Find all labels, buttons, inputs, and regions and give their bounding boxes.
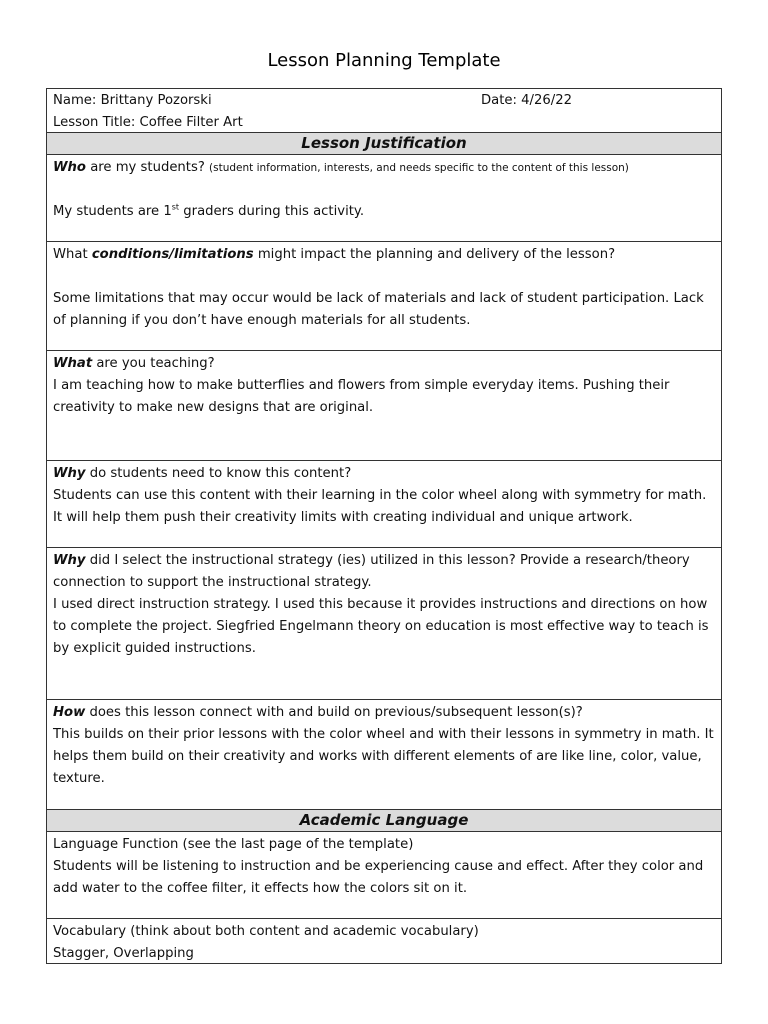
lesson-title-value: Coffee Filter Art <box>139 115 243 130</box>
date-label: Date: <box>481 93 517 108</box>
why-content-question <box>53 463 715 485</box>
name-value: Brittany Pozorski <box>100 93 212 108</box>
date-value: 4/26/22 <box>521 93 573 108</box>
who-question <box>53 157 715 179</box>
conditions-answer: Some limitations that may occur would be lack of materials and lack of student participation. Lack of planning if you don’t have enough materials for all students. <box>53 291 704 328</box>
conditions-pre: What <box>53 247 92 262</box>
conditions-section <box>47 242 721 351</box>
why-strategy-answer: I used direct instruction strategy. I used this because it provides instructions and directions on how to complete the project. Siegfried Engelmann theory on education is most effective way to teach is by explicit guided instructions. <box>53 597 709 656</box>
what-question <box>53 353 715 375</box>
how-section <box>47 700 721 810</box>
info-row <box>47 89 721 133</box>
why-content-keyword: Why <box>53 466 86 481</box>
conditions-keyword: conditions/limitations <box>91 247 254 262</box>
name-label: Name: <box>53 93 97 108</box>
vocabulary-label: Vocabulary (think about both content and academic vocabulary) <box>53 924 479 939</box>
why-strategy-question <box>53 550 715 594</box>
what-answer: I am teaching how to make butterflies and flowers from simple everyday items. Pushing their creativity to make new designs that are original. <box>53 378 670 415</box>
why-content-question-text: do students need to know this content? <box>85 466 352 481</box>
who-answer-sup: st <box>171 202 180 212</box>
who-section <box>47 155 721 242</box>
vocabulary-section <box>47 919 721 963</box>
how-question-text: does this lesson connect with and build on previous/subsequent lesson(s)? <box>85 705 583 720</box>
why-content-answer: Students can use this content with their learning in the color wheel along with symmetry for math. It will help them push their creativity limits with creating individual and unique artwork. <box>53 488 707 525</box>
what-section <box>47 351 721 461</box>
lesson-plan-table <box>46 88 722 964</box>
academic-language-heading: Academic Language <box>47 810 721 832</box>
why-strategy-section <box>47 548 721 700</box>
how-answer: This builds on their prior lessons with the color wheel and with their lessons in symmetry in math. It helps them build on their creativity and works with different elements of are like line, color, value, texture. <box>53 727 714 786</box>
language-function-answer: Students will be listening to instruction and be experiencing cause and effect. After they color and add water to the coffee filter, it effects how the colors sit on it. <box>53 859 704 896</box>
who-keyword: Who <box>53 160 86 175</box>
date-line <box>481 90 572 112</box>
conditions-question <box>53 244 715 266</box>
who-question-text: are my students? <box>86 160 210 175</box>
how-question <box>53 702 715 724</box>
who-answer-end: graders during this activity. <box>179 204 365 219</box>
vocabulary-answer: Stagger, Overlapping <box>53 946 194 961</box>
how-keyword: How <box>53 705 86 720</box>
language-function-label: Language Function (see the last page of the template) <box>53 837 414 852</box>
why-content-section <box>47 461 721 548</box>
who-answer <box>53 201 715 223</box>
lesson-justification-heading: Lesson Justification <box>47 133 721 155</box>
what-question-text: are you teaching? <box>92 356 215 371</box>
lesson-title-label: Lesson Title: <box>53 115 136 130</box>
lesson-title-line <box>53 112 715 133</box>
why-strategy-keyword: Why <box>53 553 86 568</box>
document-title: Lesson Planning Template <box>267 50 501 71</box>
name-line <box>53 90 715 112</box>
language-function-section <box>47 832 721 919</box>
conditions-post: might impact the planning and delivery of the lesson? <box>253 247 616 262</box>
why-strategy-question-text: did I select the instructional strategy (ies) utilized in this lesson? Provide a research/theory connection to support the instructional strategy. <box>53 553 690 590</box>
who-note: (student information, interests, and needs specific to the content of this lesson) <box>209 162 629 174</box>
who-answer-text: My students are 1 <box>53 204 172 219</box>
what-keyword: What <box>53 356 93 371</box>
